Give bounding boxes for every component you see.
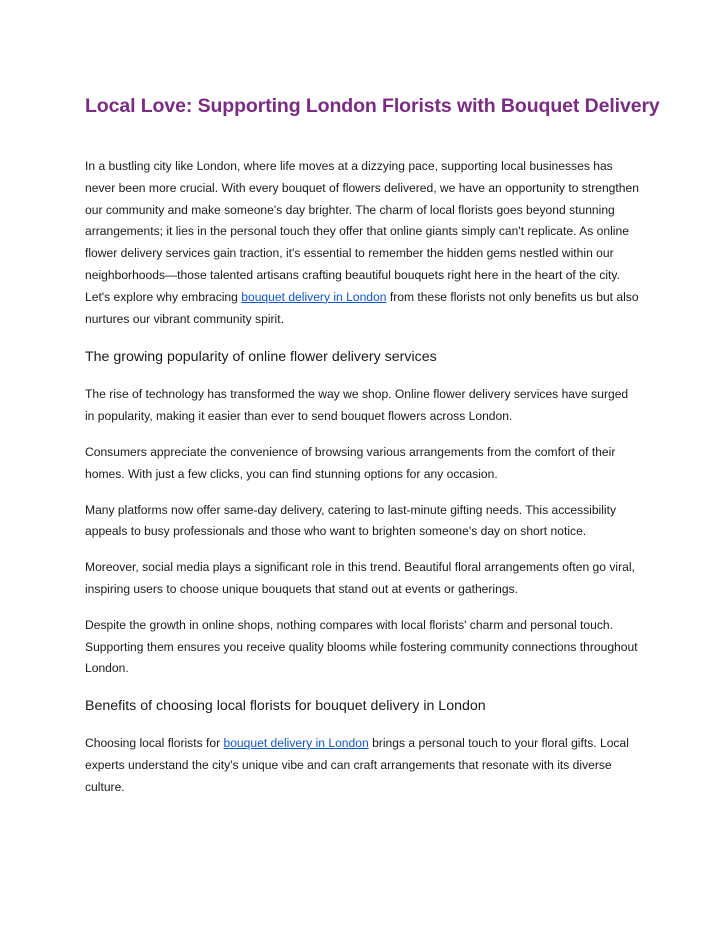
- section-heading-local-benefits: Benefits of choosing local florists for bouquet delivery in London: [85, 698, 486, 715]
- section1-paragraph: Moreover, social media plays a significant role in this trend. Beautiful floral arrangements often go viral, inspiring users to choose unique bouquets that stand out at events or gatherings.: [85, 560, 635, 596]
- section-heading-online-popularity: The growing popularity of online flower delivery services: [85, 349, 437, 366]
- bouquet-delivery-link[interactable]: bouquet delivery in London: [241, 289, 387, 304]
- intro-text-before-link: In a bustling city like London, where life moves at a dizzying pace, supporting local businesses has never been more crucial. With every bouquet of flowers delivered, we have an opportunity to strengthen our community and make someone's day brighter. The charm of local florists goes beyond stunning arrangements; it lies in the personal touch they offer that online giants simply can't replicate. As online flower delivery services gain traction, it's essential to remember the hidden gems nestled within our neighborhoods—those talented artisans crafting beautiful bouquets right here in the heart of the city. Let's explore why embracing: [85, 159, 639, 304]
- bouquet-delivery-link[interactable]: bouquet delivery in London: [223, 736, 369, 751]
- section2-text-before-link: Choosing local florists for: [85, 736, 224, 751]
- page-title: Local Love: Supporting London Florists with Bouquet Delivery: [85, 95, 660, 117]
- section2-paragraph: [85, 733, 640, 798]
- intro-text-after-link: from these florists not only benefits us but also nurtures our vibrant community spirit.: [85, 289, 639, 326]
- section2-text-after-link: brings a personal touch to your floral gifts. Local experts understand the city's unique vibe and can craft arrangements that resonate with its diverse culture.: [85, 736, 629, 794]
- intro-paragraph: [85, 156, 640, 330]
- section1-paragraph: Many platforms now offer same-day delivery, catering to last-minute gifting needs. This accessibility appeals to busy professionals and those who want to brighten someone's day on short notice.: [85, 502, 617, 539]
- section1-paragraph: Consumers appreciate the convenience of browsing various arrangements from the comfort of their homes. With just a few clicks, you can find stunning options for any occasion.: [85, 444, 616, 481]
- section1-paragraph: Despite the growth in online shops, nothing compares with local florists' charm and personal touch. Supporting them ensures you receive quality blooms while fostering community connections throughout London.: [85, 617, 638, 676]
- section1-paragraph: The rise of technology has transformed the way we shop. Online flower delivery services have surged in popularity, making it easier than ever to send bouquet flowers across London.: [85, 387, 629, 424]
- document-page: [85, 92, 660, 813]
